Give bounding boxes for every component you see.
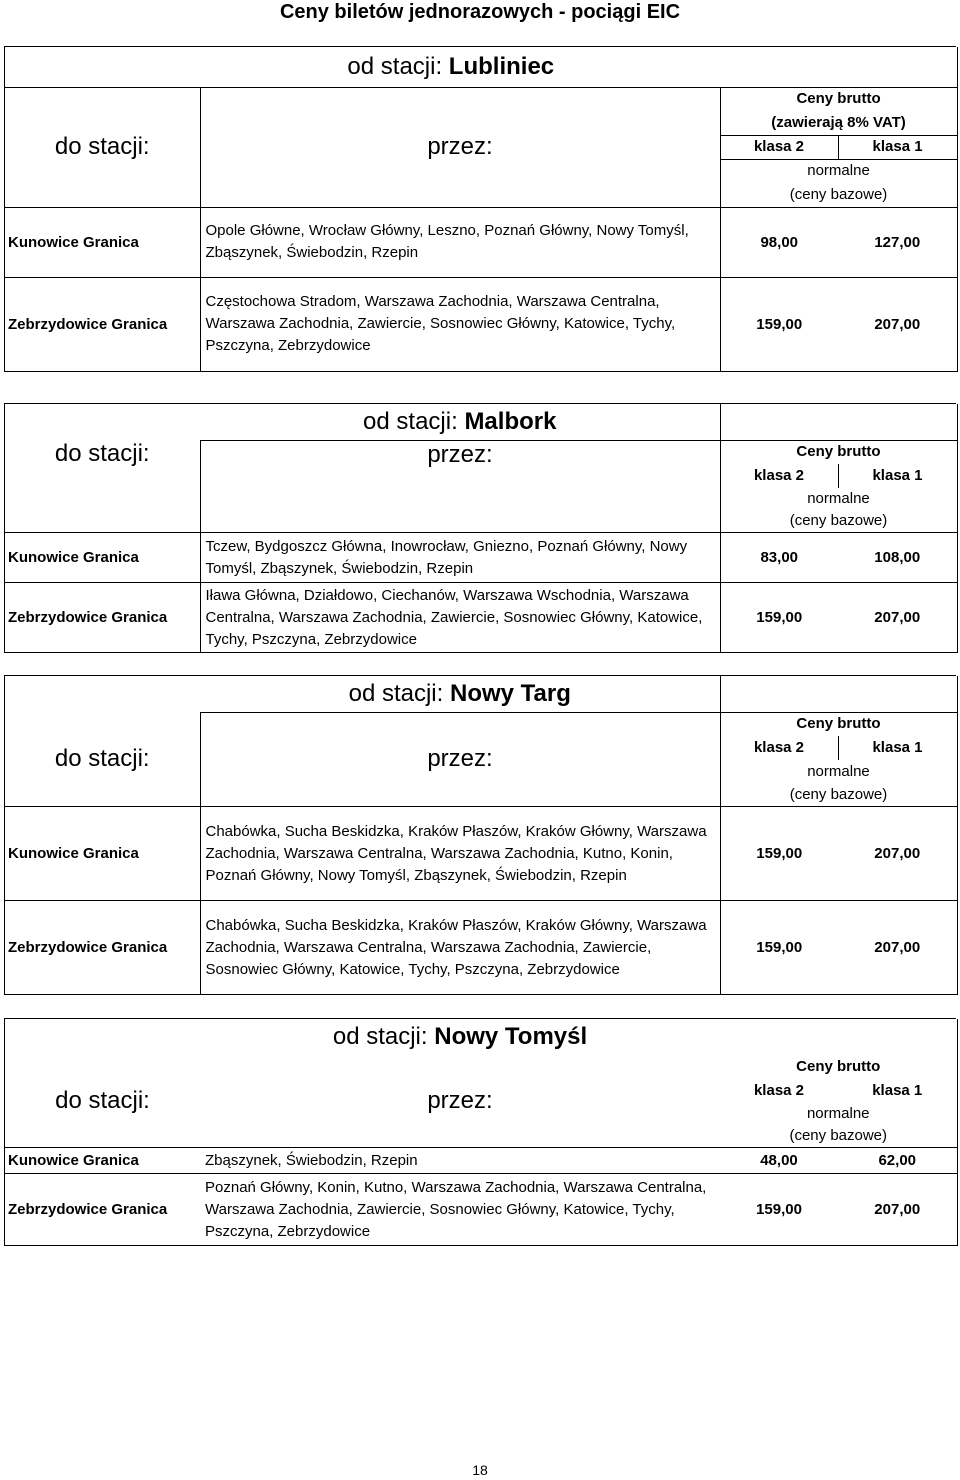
from-station-header (200, 1019, 720, 1055)
price-class2: 48,00 (720, 1148, 838, 1174)
price-class2: 159,00 (720, 277, 838, 371)
price-class1: 207,00 (838, 1174, 957, 1246)
from-station-name: Nowy Tomyśl (434, 1023, 588, 1050)
base-price-label: (ceny bazowe) (720, 510, 957, 533)
table-row (5, 1174, 957, 1246)
table-row (5, 1148, 957, 1174)
section-malbork (4, 403, 956, 653)
destination-cell: Zebrzydowice Granica (5, 901, 200, 995)
table-row (5, 533, 957, 583)
price-class1: 207,00 (838, 807, 957, 901)
class2-header: klasa 2 (720, 736, 838, 760)
via-header: przez: (200, 87, 720, 207)
via-cell: Tczew, Bydgoszcz Główna, Inowrocław, Gniezno, Poznań Główny, Nowy Tomyśl, Zbąszynek, Świebodzin, Rzepin (200, 533, 720, 583)
price-class2: 159,00 (720, 807, 838, 901)
price-class1: 62,00 (838, 1148, 957, 1174)
price-class1: 127,00 (838, 207, 957, 277)
price-class2: 83,00 (720, 533, 838, 583)
via-cell: Zbąszynek, Świebodzin, Rzepin (200, 1148, 720, 1174)
table-row (5, 583, 957, 653)
section-nowy-targ (4, 675, 956, 995)
table-row (5, 277, 957, 371)
price-class1: 207,00 (838, 901, 957, 995)
table-row (5, 207, 957, 277)
from-station-header (200, 676, 720, 712)
via-cell: Chabówka, Sucha Beskidzka, Kraków Płaszów, Kraków Główny, Warszawa Zachodnia, Warszawa Centralna, Warszawa Zachodnia, Zawiercie, Sosnowiec Główny, Katowice, Tychy, Pszczyna, Zebrzydowice (200, 901, 720, 995)
normal-fare-label: normalne (720, 760, 957, 784)
via-cell: Częstochowa Stradom, Warszawa Zachodnia, Warszawa Centralna, Warszawa Zachodnia, Zawiercie, Sosnowiec Główny, Katowice, Tychy, Pszczyna, Zebrzydowice (200, 277, 720, 371)
page-title: Ceny biletów jednorazowych - pociągi EIC (279, 1, 681, 23)
base-price-label: (ceny bazowe) (720, 1125, 957, 1148)
via-cell: Iława Główna, Działdowo, Ciechanów, Warszawa Wschodnia, Warszawa Centralna, Warszawa Zachodnia, Zawiercie, Sosnowiec Główny, Katowice, Tychy, Pszczyna, Zebrzydowice (200, 583, 720, 653)
base-price-label: (ceny bazowe) (720, 183, 957, 207)
from-station-header (200, 404, 720, 440)
page-number: 18 (472, 1462, 488, 1478)
destination-cell: Kunowice Granica (5, 1148, 200, 1174)
gross-price-header: Ceny brutto (720, 87, 957, 111)
class1-header: klasa 1 (838, 1079, 957, 1103)
class1-header: klasa 1 (838, 135, 957, 159)
from-station-name: Lubliniec (448, 52, 555, 80)
destination-cell: Zebrzydowice Granica (5, 583, 200, 653)
price-class2: 159,00 (720, 1174, 838, 1246)
normal-fare-label: normalne (720, 488, 957, 510)
from-label: od stacji: (348, 679, 444, 707)
price-class2: 159,00 (720, 901, 838, 995)
class2-header: klasa 2 (753, 1082, 805, 1099)
destination-cell: Kunowice Granica (5, 807, 200, 901)
section-lubliniec (4, 46, 956, 372)
price-class1: 207,00 (838, 277, 957, 371)
from-label: od stacji: (347, 52, 443, 80)
price-class2: 159,00 (720, 583, 838, 653)
base-price-label: (ceny bazowe) (720, 784, 957, 807)
from-station-name: Malbork (464, 407, 557, 435)
section-nowy-tomysl (4, 1018, 956, 1246)
from-label: od stacji: (363, 407, 458, 435)
from-label: od stacji: (332, 1023, 428, 1050)
class2-header: klasa 2 (720, 464, 838, 488)
price-class1: 108,00 (838, 533, 957, 583)
via-cell: Poznań Główny, Konin, Kutno, Warszawa Zachodnia, Warszawa Centralna, Warszawa Zachodnia, Zawiercie, Sosnowiec Główny, Katowice, Tychy, Pszczyna, Zebrzydowice (200, 1174, 720, 1246)
price-class1: 207,00 (838, 583, 957, 653)
gross-price-header: Ceny brutto (720, 712, 957, 736)
gross-price-header: Ceny brutto (720, 440, 957, 464)
destination-cell: Kunowice Granica (5, 533, 200, 583)
to-header: do stacji: (55, 1087, 150, 1114)
destination-cell: Zebrzydowice Granica (5, 277, 200, 371)
from-station-name: Nowy Targ (449, 679, 571, 707)
via-header: przez: (427, 1087, 493, 1114)
destination-cell: Zebrzydowice Granica (5, 1174, 200, 1246)
table-row (5, 901, 957, 995)
via-cell: Chabówka, Sucha Beskidzka, Kraków Płaszów, Kraków Główny, Warszawa Zachodnia, Warszawa Centralna, Warszawa Zachodnia, Kutno, Konin, Poznań Główny, Nowy Tomyśl, Zbąszynek, Świebodzin, Rzepin (200, 807, 720, 901)
vat-note: (zawierają 8% VAT) (720, 111, 957, 135)
class2-header: klasa 2 (720, 135, 838, 159)
class1-header: klasa 1 (838, 464, 957, 488)
to-header: do stacji: (5, 712, 200, 807)
from-station-header (5, 47, 957, 87)
via-header: przez: (200, 712, 720, 807)
gross-price-header: Ceny brutto (720, 1055, 957, 1079)
normal-fare-label: normalne (720, 159, 957, 183)
destination-cell: Kunowice Granica (5, 207, 200, 277)
normal-fare-label: normalne (720, 1103, 957, 1125)
price-class2: 98,00 (720, 207, 838, 277)
to-header: do stacji: (5, 440, 200, 533)
via-header: przez: (200, 440, 720, 533)
class1-header: klasa 1 (838, 736, 957, 760)
to-header: do stacji: (5, 87, 200, 207)
table-row (5, 807, 957, 901)
via-cell: Opole Główne, Wrocław Główny, Leszno, Poznań Główny, Nowy Tomyśl, Zbąszynek, Świebodzin, Rzepin (200, 207, 720, 277)
